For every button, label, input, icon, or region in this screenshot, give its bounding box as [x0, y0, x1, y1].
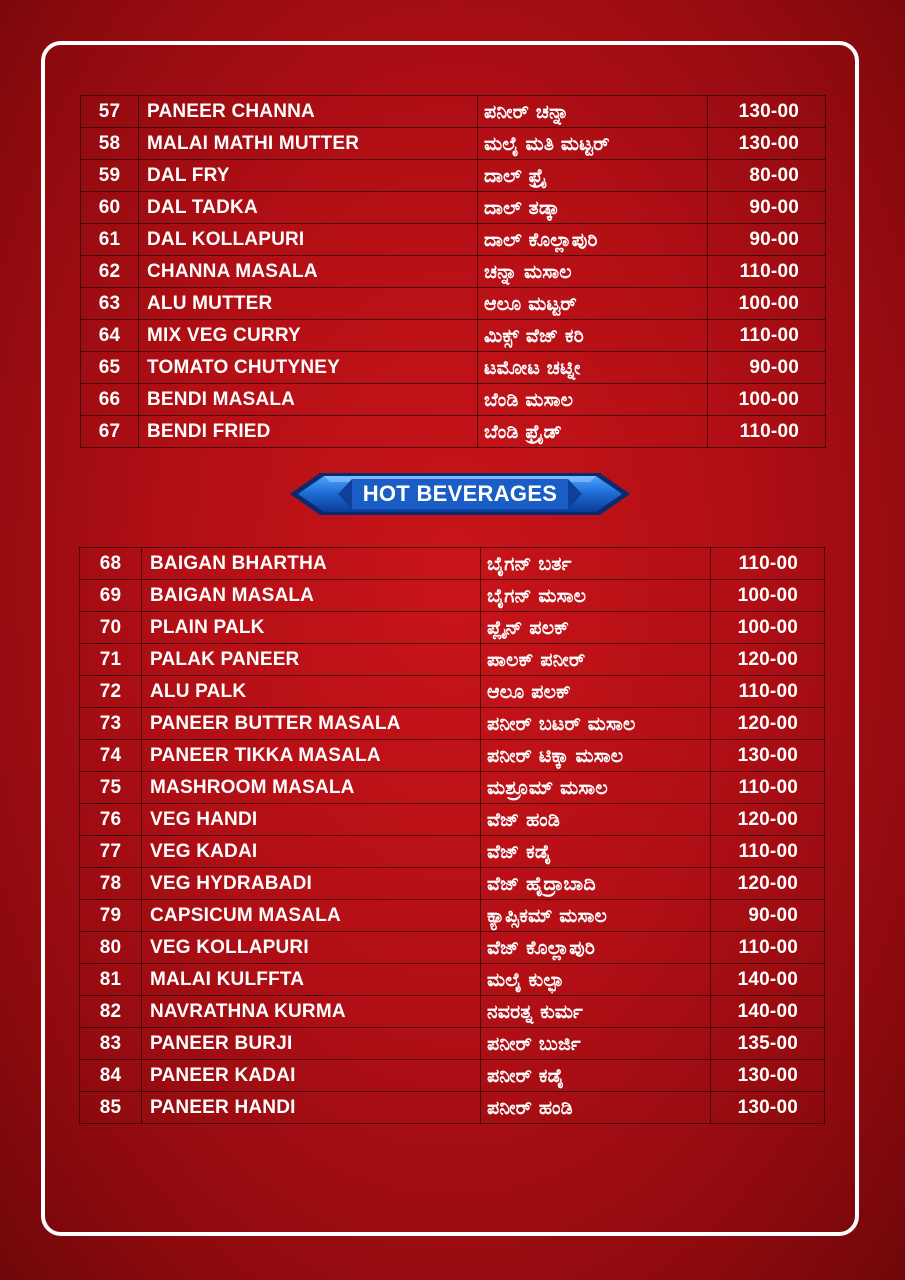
item-name-kannada: ಆಲೂ ಪಲಕ್: [481, 676, 711, 708]
item-number: 68: [80, 548, 142, 580]
item-name: PLAIN PALK: [142, 612, 481, 644]
item-name: ALU MUTTER: [139, 288, 478, 320]
item-number: 85: [80, 1092, 142, 1124]
item-name: BENDI FRIED: [139, 416, 478, 448]
item-number: 64: [81, 320, 139, 352]
menu-row: [80, 644, 825, 676]
item-number: 58: [81, 128, 139, 160]
item-name: BENDI MASALA: [139, 384, 478, 416]
item-name-kannada: ವೆಜ್ ಕಡೈ: [481, 836, 711, 868]
item-price: 120-00: [711, 644, 825, 676]
item-name: VEG HYDRABADI: [142, 868, 481, 900]
item-name-kannada: ಚನ್ನಾ ಮಸಾಲ: [478, 256, 708, 288]
menu-row: [80, 868, 825, 900]
menu-row: [81, 256, 826, 288]
item-name: MALAI MATHI MUTTER: [139, 128, 478, 160]
item-name-kannada: ದಾಲ್ ಕೊಲ್ಲಾಪುರಿ: [478, 224, 708, 256]
item-name: VEG KADAI: [142, 836, 481, 868]
menu-row: [80, 772, 825, 804]
item-number: 61: [81, 224, 139, 256]
item-price: 110-00: [708, 320, 826, 352]
item-name-kannada: ವೆಜ್ ಹೈದ್ರಾಬಾದಿ: [481, 868, 711, 900]
menu-table-top: [80, 95, 826, 448]
menu-row: [80, 708, 825, 740]
item-price: 120-00: [711, 804, 825, 836]
item-name-kannada: ಮಲೈ ಮತಿ ಮಟ್ಟರ್: [478, 128, 708, 160]
menu-row: [80, 580, 825, 612]
menu-row: [80, 612, 825, 644]
item-price: 110-00: [711, 676, 825, 708]
menu-row: [81, 384, 826, 416]
item-name: MASHROOM MASALA: [142, 772, 481, 804]
menu-row: [81, 416, 826, 448]
item-name-kannada: ವೆಜ್ ಕೊಲ್ಲಾಪುರಿ: [481, 932, 711, 964]
menu-row: [80, 1092, 825, 1124]
item-name: PANEER BURJI: [142, 1028, 481, 1060]
menu-row: [81, 96, 826, 128]
item-price: 130-00: [711, 1092, 825, 1124]
item-number: 57: [81, 96, 139, 128]
item-price: 90-00: [708, 352, 826, 384]
item-name: MIX VEG CURRY: [139, 320, 478, 352]
item-name: MALAI KULFFTA: [142, 964, 481, 996]
item-number: 81: [80, 964, 142, 996]
menu-row: [81, 352, 826, 384]
item-name: VEG HANDI: [142, 804, 481, 836]
item-price: 130-00: [711, 740, 825, 772]
item-price: 90-00: [711, 900, 825, 932]
item-number: 74: [80, 740, 142, 772]
item-number: 84: [80, 1060, 142, 1092]
item-name: PALAK PANEER: [142, 644, 481, 676]
item-number: 78: [80, 868, 142, 900]
item-number: 80: [80, 932, 142, 964]
item-price: 140-00: [711, 996, 825, 1028]
item-name-kannada: ಕ್ಯಾಪ್ಸಿಕಮ್ ಮಸಾಲ: [481, 900, 711, 932]
item-name: BAIGAN BHARTHA: [142, 548, 481, 580]
item-price: 110-00: [711, 836, 825, 868]
item-price: 130-00: [711, 1060, 825, 1092]
item-name-kannada: ಪನೀರ್ ಚನ್ನಾ: [478, 96, 708, 128]
item-price: 110-00: [711, 932, 825, 964]
item-name-kannada: ವೆಜ್ ಹಂಡಿ: [481, 804, 711, 836]
item-name-kannada: ದಾಲ್ ಫ್ರೈ: [478, 160, 708, 192]
item-name: CHANNA MASALA: [139, 256, 478, 288]
item-price: 90-00: [708, 192, 826, 224]
item-price: 130-00: [708, 96, 826, 128]
item-price: 100-00: [708, 384, 826, 416]
item-price: 80-00: [708, 160, 826, 192]
item-number: 77: [80, 836, 142, 868]
menu-row: [81, 160, 826, 192]
item-name-kannada: ಆಲೂ ಮಟ್ಟರ್: [478, 288, 708, 320]
item-name: PANEER TIKKA MASALA: [142, 740, 481, 772]
item-name: DAL FRY: [139, 160, 478, 192]
menu-row: [81, 224, 826, 256]
item-name-kannada: ಪಾಲಕ್ ಪನೀರ್: [481, 644, 711, 676]
item-name: ALU PALK: [142, 676, 481, 708]
item-number: 60: [81, 192, 139, 224]
menu-row: [81, 192, 826, 224]
item-number: 65: [81, 352, 139, 384]
item-number: 62: [81, 256, 139, 288]
item-name-kannada: ಪನೀರ್ ಟಿಕ್ಕಾ ಮಸಾಲ: [481, 740, 711, 772]
item-name-kannada: ನವರತ್ನ ಕುರ್ಮ: [481, 996, 711, 1028]
menu-row: [80, 676, 825, 708]
item-name-kannada: ಮಿಕ್ಸ್ ವೆಜ್ ಕರಿ: [478, 320, 708, 352]
item-number: 79: [80, 900, 142, 932]
item-price: 120-00: [711, 708, 825, 740]
item-number: 59: [81, 160, 139, 192]
item-number: 67: [81, 416, 139, 448]
item-number: 66: [81, 384, 139, 416]
menu-row: [80, 900, 825, 932]
item-number: 83: [80, 1028, 142, 1060]
item-number: 63: [81, 288, 139, 320]
menu-row: [80, 548, 825, 580]
item-number: 72: [80, 676, 142, 708]
section-title: HOT BEVERAGES: [362, 481, 558, 506]
item-name-kannada: ಪನೀರ್ ಬುರ್ಜಿ: [481, 1028, 711, 1060]
item-name-kannada: ಬೈಗನ್ ಮಸಾಲ: [481, 580, 711, 612]
item-name-kannada: ಪನೀರ್ ಕಡೈ: [481, 1060, 711, 1092]
item-name: PANEER KADAI: [142, 1060, 481, 1092]
menu-row: [80, 964, 825, 996]
menu-row: [80, 836, 825, 868]
item-name-kannada: ಪ್ಲೈನ್ ಪಲಕ್: [481, 612, 711, 644]
item-name-kannada: ಬೆಂಡಿ ಫ್ರೈಡ್: [478, 416, 708, 448]
item-number: 76: [80, 804, 142, 836]
item-price: 100-00: [711, 612, 825, 644]
item-name-kannada: ಬೆಂಡಿ ಮಸಾಲ: [478, 384, 708, 416]
item-name: VEG KOLLAPURI: [142, 932, 481, 964]
item-number: 71: [80, 644, 142, 676]
item-number: 75: [80, 772, 142, 804]
item-number: 73: [80, 708, 142, 740]
item-name-kannada: ಬೈಗನ್ ಬರ್ತ: [481, 548, 711, 580]
menu-row: [80, 1028, 825, 1060]
menu-row: [80, 1060, 825, 1092]
item-name: DAL TADKA: [139, 192, 478, 224]
item-name-kannada: ದಾಲ್ ತಡ್ಕಾ: [478, 192, 708, 224]
menu-row: [80, 740, 825, 772]
item-name-kannada: ಟಮೋಟ ಚಟ್ನೀ: [478, 352, 708, 384]
item-price: 110-00: [711, 548, 825, 580]
item-name: BAIGAN MASALA: [142, 580, 481, 612]
menu-row: [80, 996, 825, 1028]
item-price: 100-00: [711, 580, 825, 612]
item-name: PANEER CHANNA: [139, 96, 478, 128]
item-name-kannada: ಪನೀರ್ ಬಟರ್ ಮಸಾಲ: [481, 708, 711, 740]
item-price: 110-00: [708, 416, 826, 448]
section-banner: [290, 471, 630, 517]
menu-row: [80, 804, 825, 836]
item-name-kannada: ಪನೀರ್ ಹಂಡಿ: [481, 1092, 711, 1124]
menu-row: [81, 128, 826, 160]
item-name-kannada: ಮಶ್ರೂಮ್ ಮಸಾಲ: [481, 772, 711, 804]
item-name-kannada: ಮಲೈ ಕುಲ್ಫಾ: [481, 964, 711, 996]
item-name: CAPSICUM MASALA: [142, 900, 481, 932]
menu-table-bottom: [79, 547, 825, 1124]
menu-row: [81, 288, 826, 320]
item-price: 100-00: [708, 288, 826, 320]
item-price: 110-00: [711, 772, 825, 804]
item-number: 82: [80, 996, 142, 1028]
item-price: 110-00: [708, 256, 826, 288]
item-price: 140-00: [711, 964, 825, 996]
item-price: 120-00: [711, 868, 825, 900]
item-price: 90-00: [708, 224, 826, 256]
item-name: DAL KOLLAPURI: [139, 224, 478, 256]
item-price: 135-00: [711, 1028, 825, 1060]
menu-row: [80, 932, 825, 964]
item-number: 70: [80, 612, 142, 644]
menu-row: [81, 320, 826, 352]
item-number: 69: [80, 580, 142, 612]
item-name: PANEER HANDI: [142, 1092, 481, 1124]
item-name: NAVRATHNA KURMA: [142, 996, 481, 1028]
item-price: 130-00: [708, 128, 826, 160]
item-name: TOMATO CHUTYNEY: [139, 352, 478, 384]
item-name: PANEER BUTTER MASALA: [142, 708, 481, 740]
